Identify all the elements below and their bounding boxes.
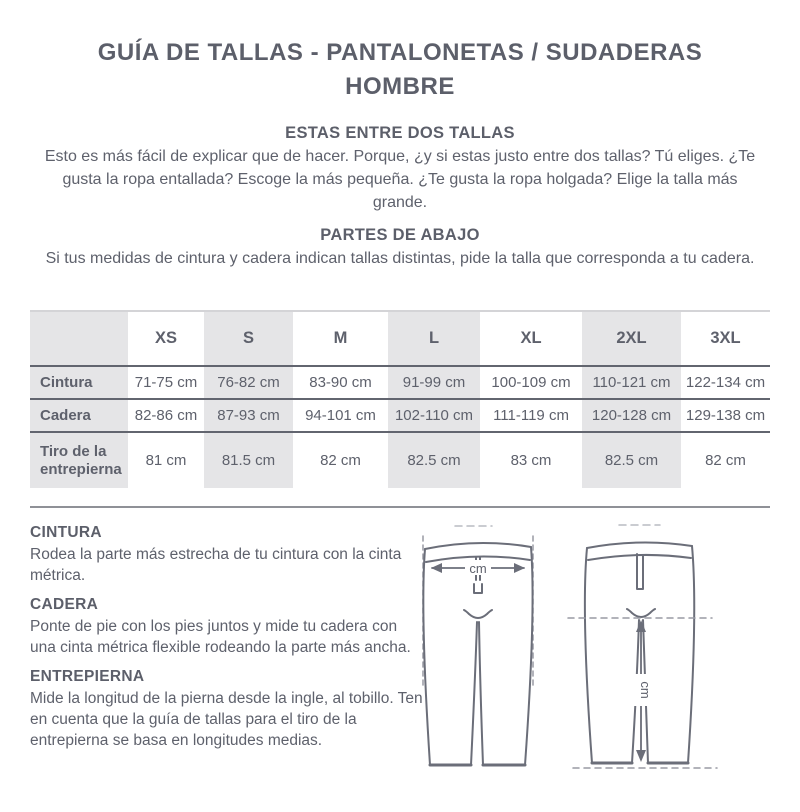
column-header-m: M [333, 329, 348, 347]
cell-cadera-s: 87-93 cm [217, 407, 280, 424]
waist-arrowhead-right [514, 563, 525, 573]
waistband-bottom-2 [588, 555, 691, 560]
cell-tiro-2xl: 82.5 cm [604, 452, 659, 469]
between-sizes-heading: ESTAS ENTRE DOS TALLAS [285, 124, 515, 142]
cell-tiro-l: 82.5 cm [407, 452, 461, 469]
definition-term-entrepierna: ENTREPIERNA [30, 668, 145, 685]
table-row-cintura [30, 366, 770, 399]
waist-arrowhead-left [431, 563, 442, 573]
cell-tiro-3xl: 82 cm [705, 452, 746, 469]
between-sizes-text: Esto es más fácil de explicar que de hacer. Porque, ¿y si estas justo entre dos tallas? Tú eliges. ¿Te gusta la ropa entallada? Escoge la más pequeña. ¿Te gusta la ropa holgada? Elige la talla más grande. [44, 148, 756, 211]
pants-side-left [423, 549, 430, 765]
definition-text-entrepierna: Mide la longitud de la pierna desde la ingle, al tobillo. Ten en cuenta que la guía de tallas para el tiro de la entrepierna se basa en longitudes medias. [30, 690, 423, 749]
cell-cadera-3xl: 129-138 cm [685, 407, 766, 424]
cell-tiro-s: 81.5 cm [221, 452, 276, 469]
cell-cintura-s: 76-82 cm [217, 374, 280, 391]
pants-waist-diagram [423, 526, 533, 765]
column-header-l: L [428, 329, 440, 347]
size-table-corner-cell [30, 311, 128, 366]
column-header-xs: XS [154, 329, 177, 347]
cell-cintura-l: 91-99 cm [402, 374, 466, 391]
cell-tiro-xs: 81 cm [145, 452, 187, 469]
definition-entrepierna [30, 668, 425, 751]
page-title-line1: GUÍA DE TALLAS - PANTALONETAS / SUDADERAS [97, 39, 703, 66]
cell-cadera-xs: 82-86 cm [134, 407, 198, 424]
inseam-right [479, 622, 483, 765]
definition-cintura [30, 524, 425, 586]
cell-cadera-m: 94-101 cm [305, 407, 376, 424]
measure-instructions-section [30, 522, 770, 812]
column-header-xl: XL [520, 329, 542, 347]
cell-cadera-xl: 111-119 cm [493, 407, 569, 424]
bottoms-heading: PARTES DE ABAJO [320, 226, 480, 244]
size-table-header-row [30, 311, 770, 366]
crotch-seam-2 [627, 609, 655, 617]
section-divider [30, 506, 770, 508]
inseam-left [471, 622, 477, 765]
bottoms-text: Si tus medidas de cintura y cadera indican tallas distintas, pide la talla que corresponda a tu cadera. [45, 250, 755, 267]
column-header-s: S [242, 329, 254, 347]
inseam-cm-label: cm [638, 681, 653, 699]
waistband-top-2 [587, 542, 692, 548]
cell-cintura-3xl: 122-134 cm [685, 374, 766, 391]
fly-detail-2 [637, 554, 643, 589]
definition-term-cintura: CINTURA [30, 524, 102, 541]
pants-diagrams [425, 522, 770, 812]
cell-cintura-2xl: 110-121 cm [592, 374, 671, 391]
table-row-cadera [30, 399, 770, 432]
column-header-3xl: 3XL [710, 329, 741, 347]
waist-cm-label: cm [469, 561, 487, 576]
cell-cadera-2xl: 120-128 cm [591, 407, 672, 424]
cell-tiro-xl: 83 cm [510, 452, 552, 469]
column-header-2xl: 2XL [616, 329, 647, 347]
pants-side-right [525, 547, 533, 765]
definition-term-cadera: CADERA [30, 596, 99, 613]
size-table [30, 310, 770, 488]
drawstring-detail [474, 584, 482, 593]
cell-cintura-xl: 100-109 cm [491, 374, 571, 391]
page-title [30, 36, 770, 104]
page-title-line2: HOMBRE [345, 73, 455, 100]
cell-tiro-m: 82 cm [320, 452, 361, 469]
pants-side-left-2 [585, 548, 592, 763]
cell-cintura-m: 83-90 cm [309, 374, 372, 391]
definition-text-cintura: Rodea la parte más estrecha de tu cintura con la cinta métrica. [30, 546, 402, 584]
cell-cintura-xs: 71-75 cm [134, 374, 198, 391]
definition-cadera [30, 596, 425, 658]
pants-diagram-svg [420, 522, 770, 812]
table-row-tiro [30, 432, 770, 488]
row-label-tiro: Tiro de la entrepierna [40, 442, 122, 478]
row-label-cadera: Cadera [40, 406, 91, 424]
crotch-seam [464, 610, 492, 618]
definitions-column [30, 522, 425, 812]
definition-text-cadera: Ponte de pie con los pies juntos y mide tu cadera con una cinta métrica flexible rodeando la parte más ancha. [30, 618, 411, 656]
pants-inseam-diagram [568, 525, 717, 768]
inseam-arrowhead-up [636, 620, 646, 632]
inseam-arrowhead-down [636, 750, 646, 762]
pants-side-right-2 [688, 546, 694, 763]
waistband-top [425, 543, 531, 549]
row-label-cintura: Cintura [40, 373, 93, 391]
cell-cadera-l: 102-110 cm [394, 407, 474, 424]
